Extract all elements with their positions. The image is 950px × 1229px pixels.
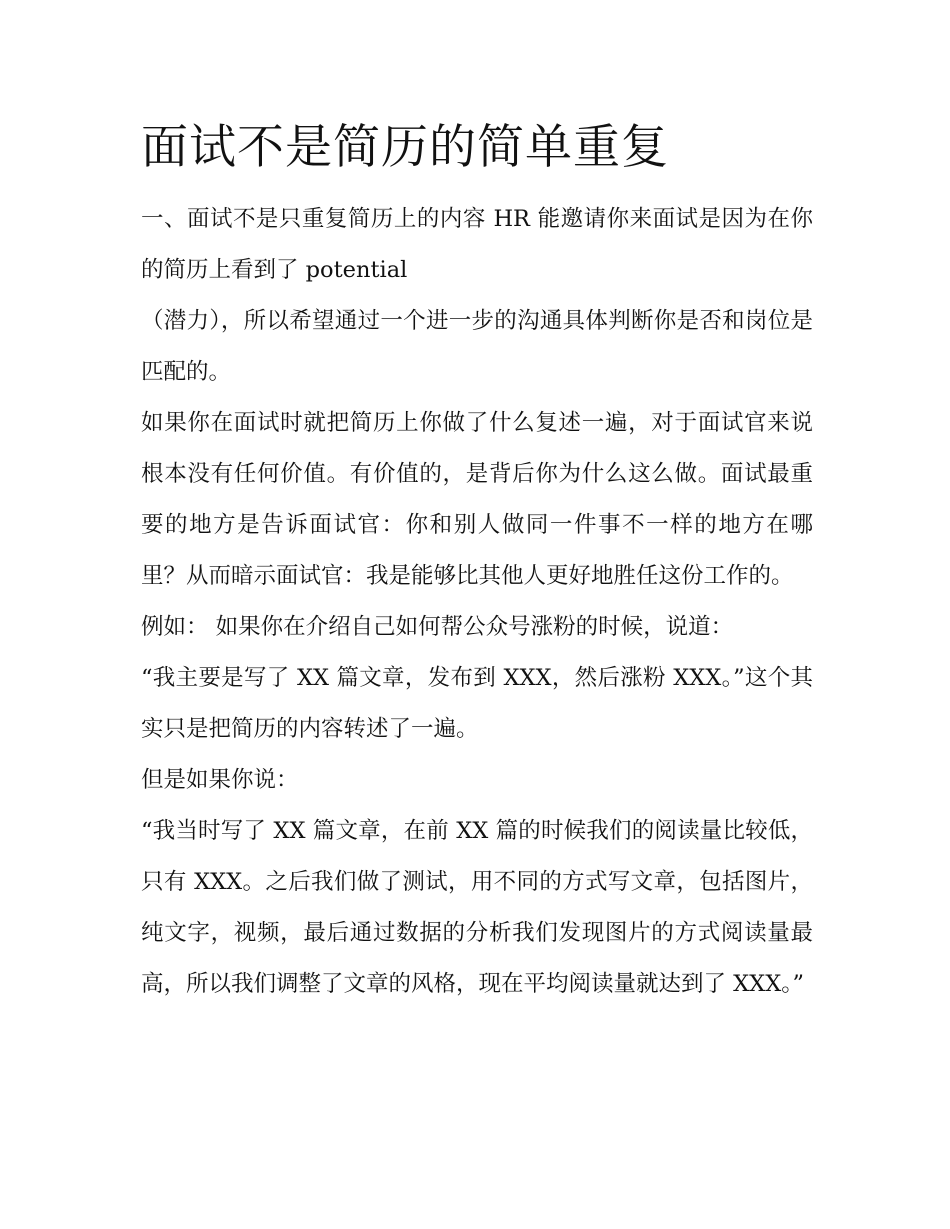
paragraph-intro: 一、面试不是只重复简历上的内容 HR 能邀请你来面试是因为在你的简历上看到了 potential — [141, 206, 813, 283]
paragraph-example-lead: 例如： 如果你在介绍自己如何帮公众号涨粉的时候，说道： — [141, 614, 734, 640]
paragraph-example-good-quote: “我当时写了 XX 篇文章，在前 XX 篇的时候我们的阅读量比较低，只有 XXX。之后我们做了测试，用不同的方式写文章，包括图片，纯文字，视频，最后通过数据的分析我们发现图片的方式阅读量最高，所以我们调整了文章的风格，现在平均阅读量就达到了 XXX。” — [141, 818, 813, 997]
document-page — [141, 112, 813, 1010]
paragraph-intro-continued: （潜力），所以希望通过一个进一步的沟通具体判断你是否和岗位是匹配的。 — [141, 308, 813, 385]
paragraph-explanation: 如果你在面试时就把简历上你做了什么复述一遍，对于面试官来说根本没有任何价值。有价值的，是背后你为什么这么做。面试最重要的地方是告诉面试官：你和别人做同一件事不一样的地方在哪里？从而暗示面试官：我是能够比其他人更好地胜任这份工作的。 — [141, 410, 813, 589]
paragraph-example-bad-quote: “我主要是写了 XX 篇文章，发布到 XXX，然后涨粉 XXX。”这个其实只是把简历的内容转述了一遍。 — [141, 665, 813, 742]
document-title: 面试不是简历的简单重复 — [141, 120, 669, 175]
paragraph-but-lead: 但是如果你说： — [141, 767, 299, 793]
